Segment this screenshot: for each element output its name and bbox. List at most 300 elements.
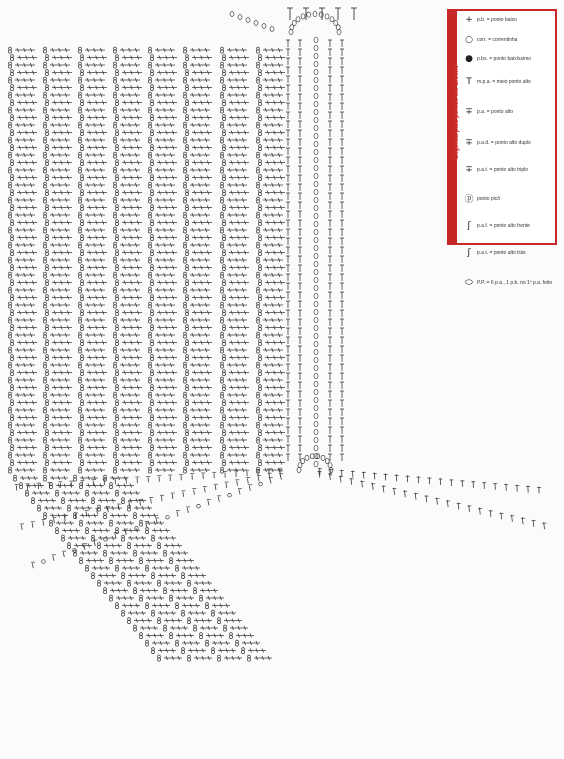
stitch-row-mark	[227, 198, 247, 202]
stitch-row-mark	[157, 326, 177, 330]
chain-loop-mark	[221, 362, 224, 365]
stitch-row-mark	[265, 296, 285, 300]
stitch-row-mark	[98, 574, 116, 578]
chain-loop-mark	[186, 70, 189, 73]
chain-loop-mark	[86, 490, 89, 493]
stitch-row-mark	[17, 116, 37, 120]
chain-stitch-mark	[314, 37, 318, 43]
chain-loop-mark	[221, 77, 224, 80]
chain-loop-mark	[44, 152, 47, 155]
chain-loop-mark	[150, 297, 153, 300]
chain-loop-mark	[183, 245, 186, 248]
chain-loop-mark	[79, 182, 82, 185]
chain-loop-mark	[256, 335, 259, 338]
chain-loop-mark	[223, 295, 226, 298]
chain-loop-mark	[151, 115, 154, 118]
chain-loop-mark	[223, 400, 226, 403]
stitch-row-mark	[263, 48, 283, 52]
chain-loop-mark	[81, 205, 84, 208]
stitch-row-mark	[158, 574, 176, 578]
chain-loop-mark	[149, 377, 152, 380]
chain-loop-mark	[186, 265, 189, 268]
chain-loop-mark	[78, 50, 81, 53]
chain-loop-mark	[116, 235, 119, 238]
chain-loop-mark	[148, 170, 151, 173]
chain-loop-mark	[221, 227, 224, 230]
chain-loop-mark	[157, 658, 160, 661]
chain-loop-mark	[81, 265, 84, 268]
chain-loop-mark	[80, 372, 83, 375]
chain-loop-mark	[79, 167, 82, 170]
chain-stitch-mark	[330, 17, 334, 22]
stitch-row-mark	[85, 168, 105, 172]
chain-loop-mark	[258, 177, 261, 180]
chain-loop-mark	[186, 355, 189, 358]
chain-loop-mark	[256, 170, 259, 173]
chain-stitch-mark	[314, 133, 318, 139]
chain-loop-mark	[79, 452, 82, 455]
chain-loop-mark	[184, 452, 187, 455]
chain-loop-mark	[10, 327, 13, 330]
chain-loop-mark	[116, 460, 119, 463]
chain-loop-mark	[114, 347, 117, 350]
chain-stitch-mark	[314, 301, 318, 307]
chain-loop-mark	[8, 395, 11, 398]
chain-loop-mark	[183, 440, 186, 443]
chain-loop-mark	[9, 197, 12, 200]
chain-loop-mark	[185, 447, 188, 450]
chain-loop-mark	[44, 317, 47, 320]
chain-loop-mark	[256, 155, 259, 158]
chain-loop-mark	[258, 282, 261, 285]
chain-loop-mark	[44, 197, 47, 200]
chain-loop-mark	[223, 250, 226, 253]
chain-loop-mark	[11, 220, 14, 223]
chain-stitch-mark	[230, 12, 234, 17]
chain-loop-mark	[103, 590, 106, 593]
stitch-row-mark	[50, 123, 70, 127]
chain-loop-mark	[11, 175, 14, 178]
stitch-row-mark	[263, 138, 283, 142]
chain-loop-mark	[79, 485, 82, 488]
stitch-row-mark	[87, 221, 107, 225]
chain-loop-mark	[78, 365, 81, 368]
stitch-row-mark	[157, 341, 177, 345]
chain-loop-mark	[164, 550, 167, 553]
stitch-row-mark	[92, 529, 110, 533]
chain-loop-mark	[185, 357, 188, 360]
chain-loop-mark	[151, 175, 154, 178]
chain-loop-mark	[248, 655, 251, 658]
stitch-row-mark	[155, 363, 175, 367]
chain-loop-mark	[79, 347, 82, 350]
stitch-row-mark	[110, 476, 128, 480]
chain-loop-mark	[9, 242, 12, 245]
chain-loop-mark	[175, 643, 178, 646]
chain-loop-mark	[43, 215, 46, 218]
stitch-row-mark	[120, 378, 140, 382]
chain-loop-mark	[79, 560, 82, 563]
stitch-row-mark	[50, 468, 70, 472]
stitch-row-mark	[85, 348, 105, 352]
chain-loop-mark	[258, 372, 261, 375]
chain-stitch-mark	[314, 213, 318, 219]
chain-loop-mark	[186, 130, 189, 133]
chain-loop-mark	[68, 505, 71, 508]
chain-loop-mark	[217, 620, 220, 623]
chain-loop-mark	[259, 115, 262, 118]
chain-loop-mark	[78, 470, 81, 473]
chain-loop-mark	[81, 235, 84, 238]
chain-loop-mark	[220, 455, 223, 458]
stitch-row-mark	[85, 378, 105, 382]
chain-loop-mark	[113, 125, 116, 128]
stitch-row-mark	[155, 213, 175, 217]
chain-loop-mark	[79, 523, 82, 526]
stitch-row-mark	[227, 288, 247, 292]
chain-stitch-mark	[314, 357, 318, 363]
stitch-row-mark	[52, 416, 72, 420]
chain-loop-mark	[256, 110, 259, 113]
chain-loop-mark	[148, 230, 151, 233]
chain-loop-mark	[115, 192, 118, 195]
chain-loop-mark	[113, 320, 116, 323]
chain-loop-mark	[220, 215, 223, 218]
stitch-row-mark	[120, 288, 140, 292]
stitch-row-mark	[157, 371, 177, 375]
stitch-row-mark	[192, 266, 212, 270]
stitch-row-mark	[155, 63, 175, 67]
chain-loop-mark	[80, 327, 83, 330]
stitch-row-mark	[192, 161, 212, 165]
chain-stitch-mark	[314, 221, 318, 227]
stitch-row-mark	[52, 221, 72, 225]
chain-loop-mark	[114, 92, 117, 95]
chain-loop-mark	[11, 280, 14, 283]
stitch-row-mark	[229, 206, 249, 210]
stitch-row-mark	[52, 236, 72, 240]
stitch-row-mark	[265, 461, 285, 465]
chain-loop-mark	[85, 568, 88, 571]
chain-loop-mark	[128, 580, 131, 583]
chain-stitch-mark	[314, 333, 318, 339]
chain-loop-mark	[80, 297, 83, 300]
chain-loop-mark	[185, 462, 188, 465]
stitch-row-mark	[120, 243, 140, 247]
chain-loop-mark	[220, 470, 223, 473]
chain-loop-mark	[115, 342, 118, 345]
stitch-row-mark	[192, 281, 212, 285]
stitch-row-mark	[157, 356, 177, 360]
chain-loop-mark	[150, 267, 153, 270]
chain-loop-mark	[186, 280, 189, 283]
chain-loop-mark	[186, 310, 189, 313]
stitch-row-mark	[86, 521, 104, 525]
legend-item	[463, 192, 553, 205]
stitch-row-mark	[52, 401, 72, 405]
stitch-row-mark	[263, 108, 283, 112]
stitch-row-mark	[122, 446, 142, 450]
chain-loop-mark	[79, 122, 82, 125]
stitch-row-mark	[122, 461, 142, 465]
chain-loop-mark	[151, 310, 154, 313]
chain-loop-mark	[258, 72, 261, 75]
chain-loop-mark	[10, 372, 13, 375]
chain-loop-mark	[113, 185, 116, 188]
chain-loop-mark	[38, 505, 41, 508]
chain-loop-mark	[9, 212, 12, 215]
chain-loop-mark	[80, 252, 83, 255]
chain-loop-mark	[79, 92, 82, 95]
chain-loop-mark	[43, 80, 46, 83]
chain-loop-mark	[235, 643, 238, 646]
chain-loop-mark	[110, 558, 113, 561]
chain-loop-mark	[10, 87, 13, 90]
chain-loop-mark	[139, 635, 142, 638]
chain-loop-mark	[220, 140, 223, 143]
chain-loop-mark	[9, 167, 12, 170]
legend-item	[463, 221, 553, 231]
chain-loop-mark	[79, 422, 82, 425]
chain-loop-mark	[78, 275, 81, 278]
chain-stitch-mark	[314, 277, 318, 283]
chain-loop-mark	[114, 452, 117, 455]
chain-loop-mark	[11, 70, 14, 73]
stitch-row-mark	[188, 649, 206, 653]
chain-loop-mark	[44, 422, 47, 425]
chain-loop-mark	[258, 312, 261, 315]
stitch-row-mark	[200, 589, 218, 593]
chain-loop-mark	[259, 340, 262, 343]
chain-loop-mark	[46, 85, 49, 88]
post-stitch-mark	[161, 496, 162, 501]
chain-loop-mark	[113, 230, 116, 233]
stitch-row-mark	[146, 596, 164, 600]
chain-loop-mark	[45, 342, 48, 345]
stitch-row-mark	[87, 236, 107, 240]
chain-loop-mark	[150, 162, 153, 165]
stitch-row-mark	[110, 551, 128, 555]
stitch-row-mark	[157, 86, 177, 90]
stitch-row-mark	[263, 213, 283, 217]
chain-loop-mark	[222, 342, 225, 345]
stitch-row-mark	[263, 288, 283, 292]
chain-loop-mark	[256, 320, 259, 323]
chain-loop-mark	[151, 415, 154, 418]
chain-loop-mark	[116, 145, 119, 148]
chain-loop-mark	[10, 222, 13, 225]
chain-loop-mark	[114, 212, 117, 215]
chain-loop-mark	[81, 55, 84, 58]
chain-loop-mark	[79, 137, 82, 140]
chain-loop-mark	[149, 167, 152, 170]
chain-loop-mark	[259, 70, 262, 73]
chain-loop-mark	[163, 628, 166, 631]
stitch-row-mark	[212, 604, 230, 608]
chain-loop-mark	[9, 332, 12, 335]
chain-loop-mark	[217, 658, 220, 661]
chain-loop-mark	[140, 520, 143, 523]
stitch-row-mark	[74, 506, 92, 510]
chain-loop-mark	[257, 452, 260, 455]
stitch-row-mark	[263, 273, 283, 277]
stitch-row-mark	[134, 581, 152, 585]
stitch-row-mark	[190, 168, 210, 172]
chain-stitch-mark	[314, 309, 318, 315]
chain-stitch-mark	[314, 157, 318, 163]
chain-loop-mark	[8, 440, 11, 443]
chain-loop-mark	[150, 147, 153, 150]
chain-loop-mark	[224, 625, 227, 628]
chain-loop-mark	[257, 152, 260, 155]
chain-loop-mark	[257, 317, 260, 320]
stitch-row-mark	[190, 438, 210, 442]
chain-loop-mark	[186, 430, 189, 433]
chain-loop-mark	[116, 280, 119, 283]
stitch-row-mark	[52, 386, 72, 390]
stitch-row-mark	[17, 401, 37, 405]
stitch-row-mark	[155, 153, 175, 157]
chain-loop-mark	[10, 147, 13, 150]
stitch-row-mark	[158, 536, 176, 540]
stitch-row-mark	[87, 86, 107, 90]
chain-loop-mark	[221, 122, 224, 125]
chain-loop-mark	[44, 302, 47, 305]
chain-loop-mark	[43, 155, 46, 158]
chain-loop-mark	[114, 197, 117, 200]
chain-loop-mark	[256, 230, 259, 233]
stitch-row-mark	[157, 146, 177, 150]
chain-loop-mark	[257, 377, 260, 380]
chain-loop-mark	[80, 312, 83, 315]
chain-loop-mark	[148, 410, 151, 413]
stitch-row-mark	[157, 116, 177, 120]
chain-loop-mark	[148, 200, 151, 203]
chain-loop-mark	[149, 422, 152, 425]
chain-loop-mark	[184, 77, 187, 80]
stitch-row-mark	[157, 461, 177, 465]
chain-loop-mark	[113, 260, 116, 263]
stitch-row-mark	[164, 581, 182, 585]
chain-loop-mark	[10, 402, 13, 405]
stitch-row-mark	[15, 318, 35, 322]
chain-loop-mark	[150, 177, 153, 180]
chain-loop-mark	[256, 425, 259, 428]
chain-loop-mark	[92, 573, 95, 576]
chain-loop-mark	[55, 493, 58, 496]
chain-loop-mark	[259, 370, 262, 373]
chain-loop-mark	[222, 147, 225, 150]
chain-loop-mark	[151, 650, 154, 653]
stitch-row-mark	[155, 378, 175, 382]
chain-loop-mark	[79, 47, 82, 50]
stitch-row-mark	[87, 206, 107, 210]
chain-loop-mark	[149, 332, 152, 335]
chain-loop-mark	[78, 170, 81, 173]
chain-loop-mark	[9, 407, 12, 410]
chain-stitch-mark	[325, 459, 329, 464]
stitch-row-mark	[15, 183, 35, 187]
chain-loop-mark	[258, 357, 261, 360]
chain-loop-mark	[80, 267, 83, 270]
chain-loop-mark	[113, 140, 116, 143]
chain-loop-mark	[10, 102, 13, 105]
stitch-row-mark	[15, 363, 35, 367]
chain-loop-mark	[150, 72, 153, 75]
stitch-row-mark	[192, 251, 212, 255]
chain-loop-mark	[43, 478, 46, 481]
chain-loop-mark	[183, 155, 186, 158]
chain-loop-mark	[11, 325, 14, 328]
stitch-row-mark	[265, 221, 285, 225]
chain-loop-mark	[44, 242, 47, 245]
chain-loop-mark	[181, 650, 184, 653]
chain-loop-mark	[43, 110, 46, 113]
stitch-row-mark	[17, 326, 37, 330]
chain-loop-mark	[80, 387, 83, 390]
chain-loop-mark	[31, 500, 34, 503]
stitch-row-mark	[52, 341, 72, 345]
stitch-row-mark	[50, 423, 70, 427]
chain-loop-mark	[8, 365, 11, 368]
stitch-row-mark	[17, 146, 37, 150]
chain-loop-mark	[220, 335, 223, 338]
chain-loop-mark	[85, 530, 88, 533]
chain-stitch-mark	[314, 253, 318, 259]
chain-loop-mark	[221, 167, 224, 170]
stitch-row-mark	[50, 213, 70, 217]
chain-loop-mark	[11, 445, 14, 448]
chain-stitch-mark	[314, 77, 318, 83]
stitch-row-mark	[263, 258, 283, 262]
chain-loop-mark	[222, 357, 225, 360]
chain-loop-mark	[43, 305, 46, 308]
chain-loop-mark	[221, 272, 224, 275]
chain-loop-mark	[151, 355, 154, 358]
chain-loop-mark	[44, 182, 47, 185]
chain-loop-mark	[134, 550, 137, 553]
chain-loop-mark	[115, 102, 118, 105]
stitch-row-mark	[15, 243, 35, 247]
stitch-row-mark	[212, 641, 230, 645]
chain-loop-mark	[45, 447, 48, 450]
stitch-row-mark	[155, 183, 175, 187]
chain-loop-mark	[81, 340, 84, 343]
chain-loop-mark	[222, 177, 225, 180]
chain-loop-mark	[43, 125, 46, 128]
chain-loop-mark	[115, 222, 118, 225]
chain-loop-mark	[46, 160, 49, 163]
stitch-row-mark	[17, 281, 37, 285]
chain-loop-mark	[183, 275, 186, 278]
chain-loop-mark	[223, 415, 226, 418]
chain-loop-mark	[187, 658, 190, 661]
chain-loop-mark	[163, 590, 166, 593]
stitch-row-mark	[122, 86, 142, 90]
stitch-row-mark	[85, 438, 105, 442]
chain-loop-mark	[44, 452, 47, 455]
chain-loop-mark	[8, 185, 11, 188]
stitch-row-mark	[158, 649, 176, 653]
stitch-row-mark	[229, 86, 249, 90]
post-stitch-mark	[21, 525, 22, 530]
legend-item	[463, 138, 553, 148]
chain-loop-mark	[183, 50, 186, 53]
stitch-row-mark	[190, 333, 210, 337]
chain-loop-mark	[79, 467, 82, 470]
chain-loop-mark	[67, 508, 70, 511]
chain-loop-mark	[223, 55, 226, 58]
